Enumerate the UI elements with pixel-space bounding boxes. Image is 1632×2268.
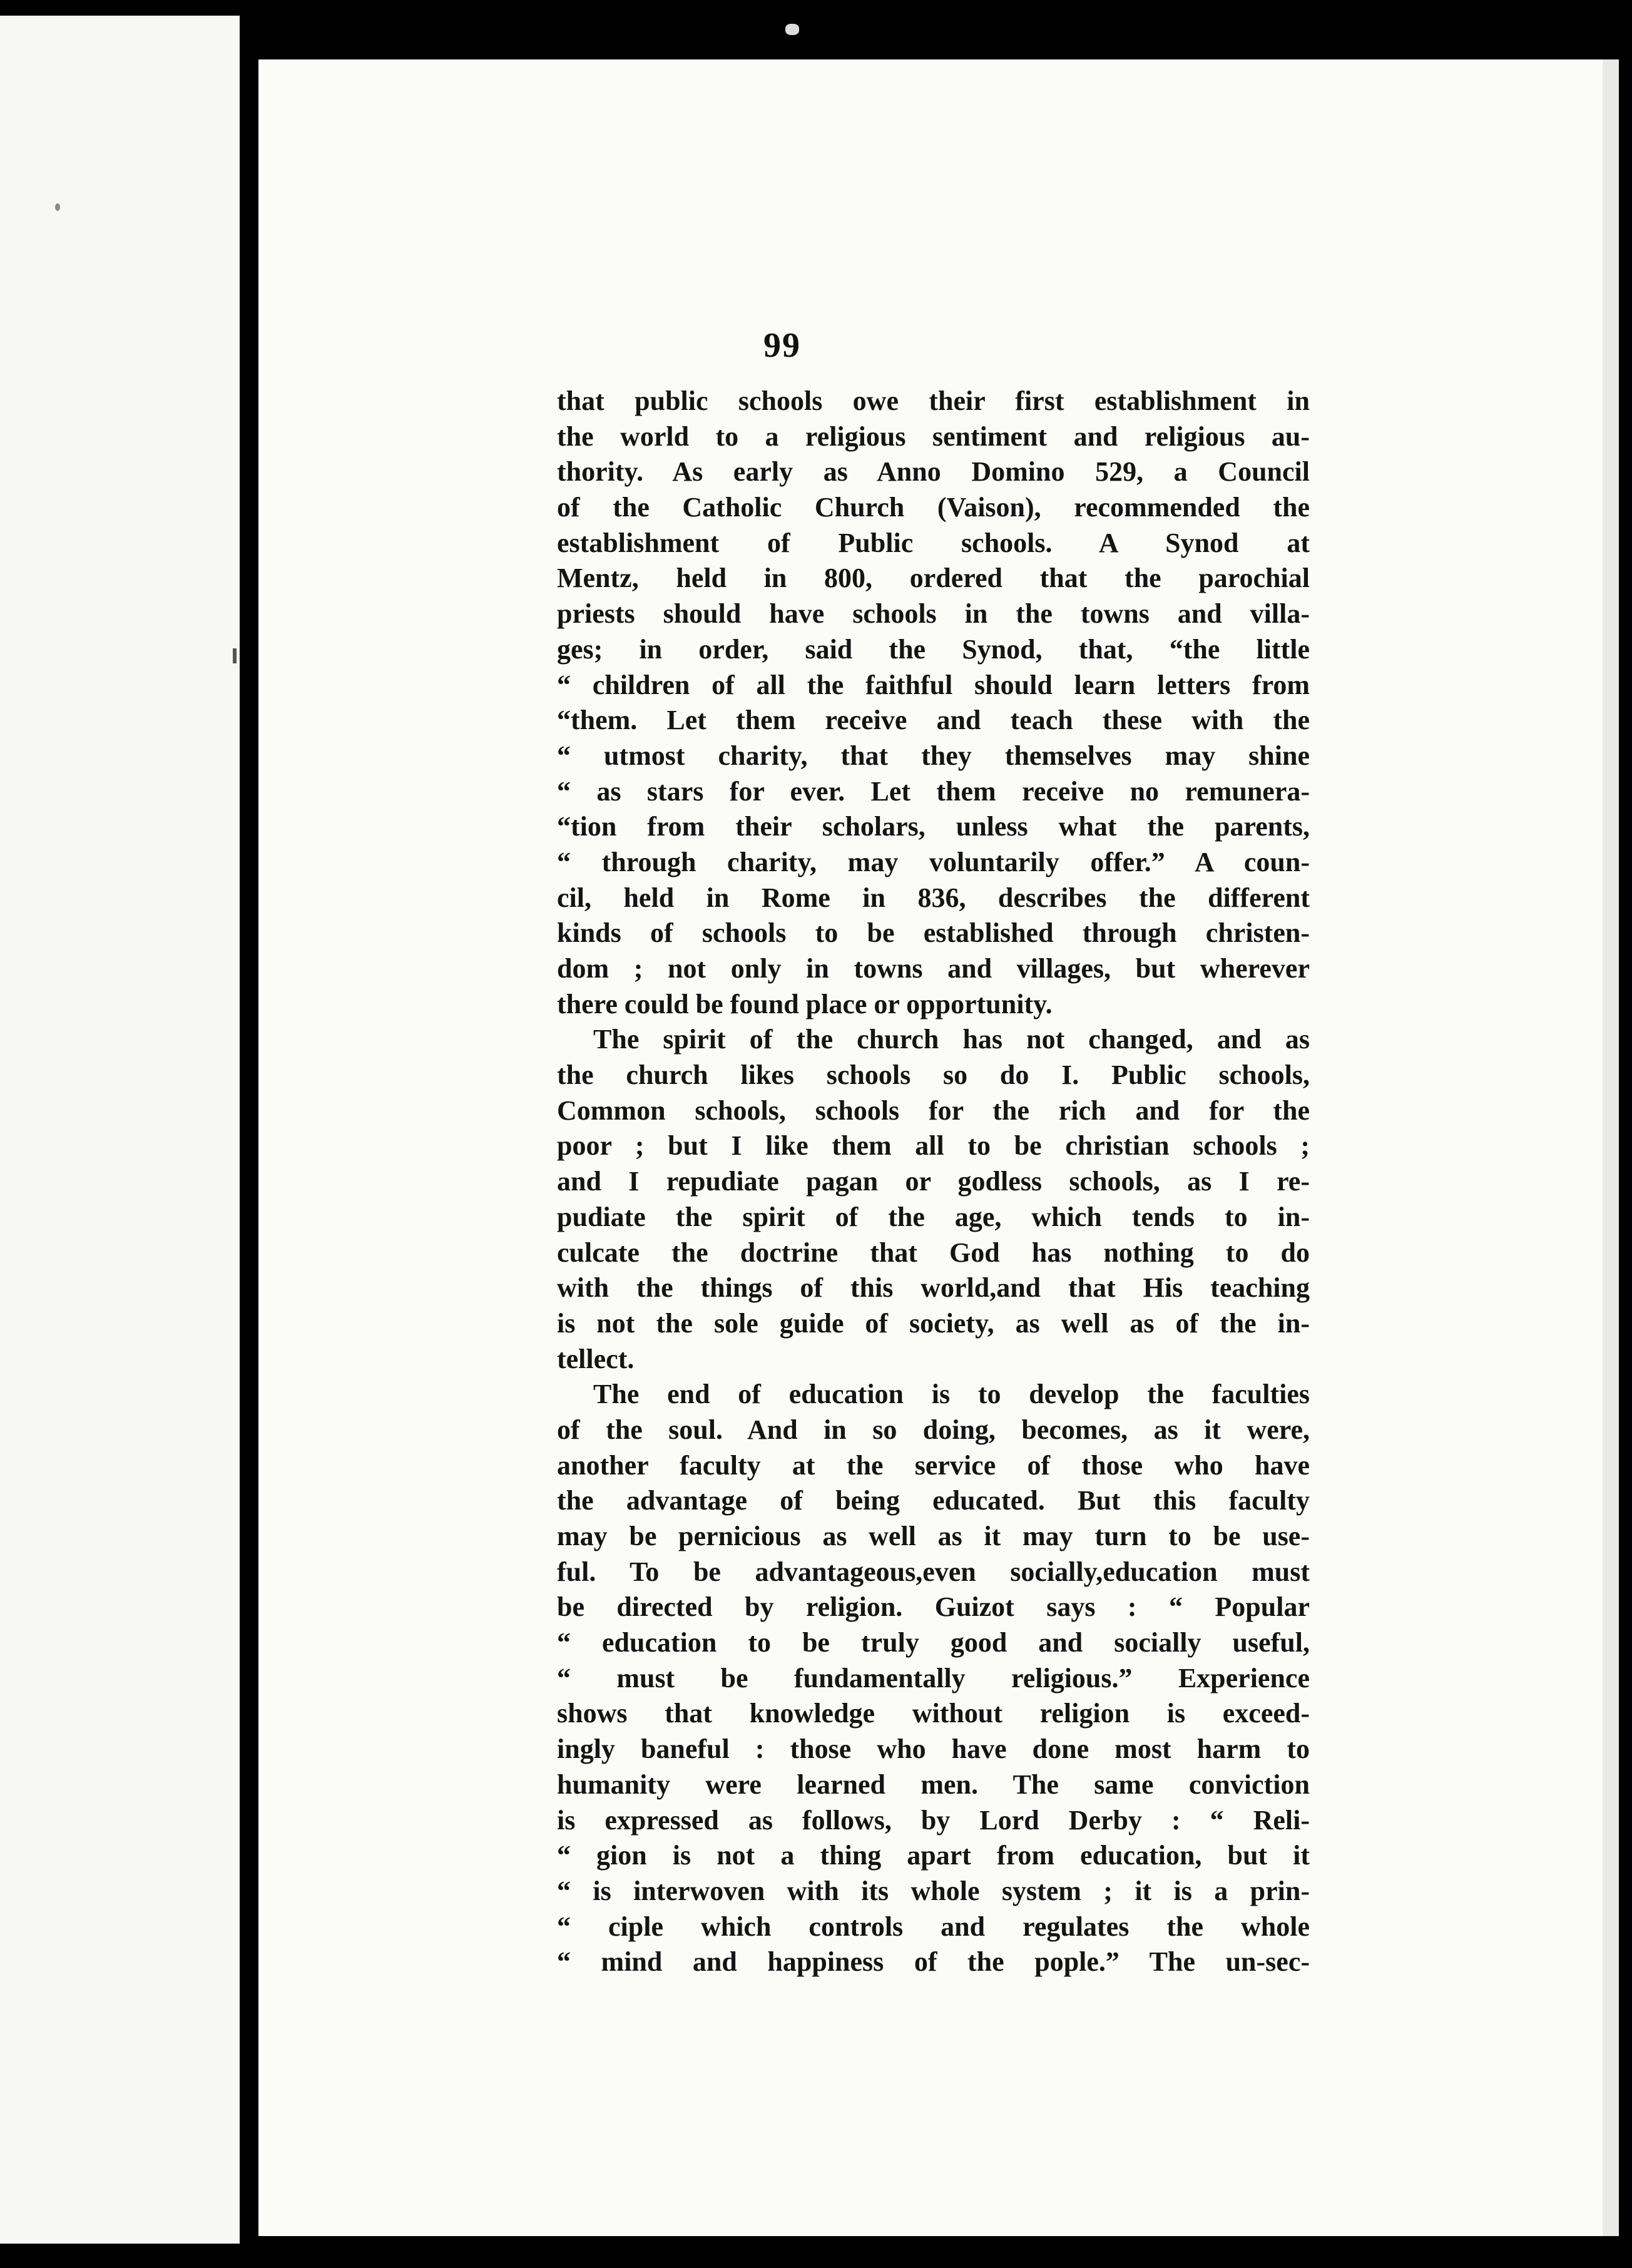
text-line: another faculty at the service of those who have [557,1449,1310,1481]
text-line: The end of education is to develop the faculties [593,1379,1310,1410]
text-line: “ through charity, may voluntarily offer.” A coun- [557,846,1310,877]
text-line: of the Catholic Church (Vaison), recommended the [557,492,1310,523]
text-line: “tion from their scholars, unless what the parents, [557,811,1310,842]
text-line: ful. To be advantageous,even socially,education must [557,1556,1310,1587]
text-line: with the things of this world,and that His teaching [557,1272,1310,1304]
text-line: shows that knowledge without religion is exceed- [557,1698,1310,1729]
text-line: that public schools owe their first establishment in [557,386,1310,416]
text-line: establishment of Public schools. A Synod at [557,527,1310,558]
text-line: may be pernicious as well as it may turn to be use- [557,1521,1310,1551]
scan-artifact [233,648,237,663]
page-number: 99 [763,326,801,365]
text-line: the church likes schools so do I. Public schools, [557,1060,1310,1091]
text-line: ingly baneful : those who have done most harm to [557,1734,1310,1765]
text-line: The spirit of the church has not changed, and as [593,1024,1310,1055]
text-line: dom ; not only in towns and villages, but wherever [557,953,1310,984]
text-line: Mentz, held in 800, ordered that the parochial [557,563,1310,594]
text-line: “ mind and happiness of the pople.” The un-sec- [557,1946,1310,1978]
text-line: “ gion is not a thing apart from education, but it [557,1840,1310,1871]
text-line: be directed by religion. Guizot says : “ Popular [557,1591,1310,1623]
text-line: thority. As early as Anno Domino 529, a Council [557,456,1310,488]
text-line: tellect. [557,1343,635,1374]
text-line: “ children of all the faithful should learn letters from [557,669,1310,700]
text-line: “ utmost charity, that they themselves may shine [557,740,1310,771]
text-line: there could be found place or opportunity. [557,988,1053,1019]
previous-page-edge [0,16,240,2244]
text-line: “ ciple which controls and regulates the whole [557,1911,1310,1942]
text-line: is not the sole guide of society, as well as of the in- [557,1307,1310,1339]
text-line: poor ; but I like them all to be christian schools ; [557,1130,1310,1162]
text-line: of the soul. And in so doing, becomes, as it were, [557,1414,1310,1445]
text-line: is expressed as follows, by Lord Derby : “ Reli- [557,1804,1310,1836]
text-line: and I repudiate pagan or godless schools, as I re- [557,1166,1310,1197]
text-line: priests should have schools in the towns and villa- [557,598,1310,630]
text-line: kinds of schools to be established through christen- [557,917,1310,949]
page-margin-shadow [1603,59,1619,2236]
page-body-text [557,384,1310,1980]
text-line: humanity were learned men. The same conviction [557,1769,1310,1800]
text-line: ges; in order, said the Synod, that, “the little [557,633,1310,665]
text-line: “ as stars for ever. Let them receive no remunera- [557,775,1310,807]
text-line: pudiate the spirit of the age, which tends to in- [557,1201,1310,1232]
text-line: the world to a religious sentiment and religious au- [557,421,1310,452]
text-line: the advantage of being educated. But this faculty [557,1485,1310,1516]
text-line: “ must be fundamentally religious.” Experience [557,1662,1310,1693]
text-line: cil, held in Rome in 836, describes the different [557,882,1310,913]
text-line: “ is interwoven with its whole system ; it is a prin- [557,1875,1310,1906]
text-line: Common schools, schools for the rich and for the [557,1095,1310,1126]
scan-artifact [785,24,799,35]
text-line: “them. Let them receive and teach these with the [557,705,1310,736]
ink-speck [55,203,60,211]
text-line: “ education to be truly good and socially useful, [557,1627,1310,1658]
text-line: culcate the doctrine that God has nothing to do [557,1237,1310,1268]
